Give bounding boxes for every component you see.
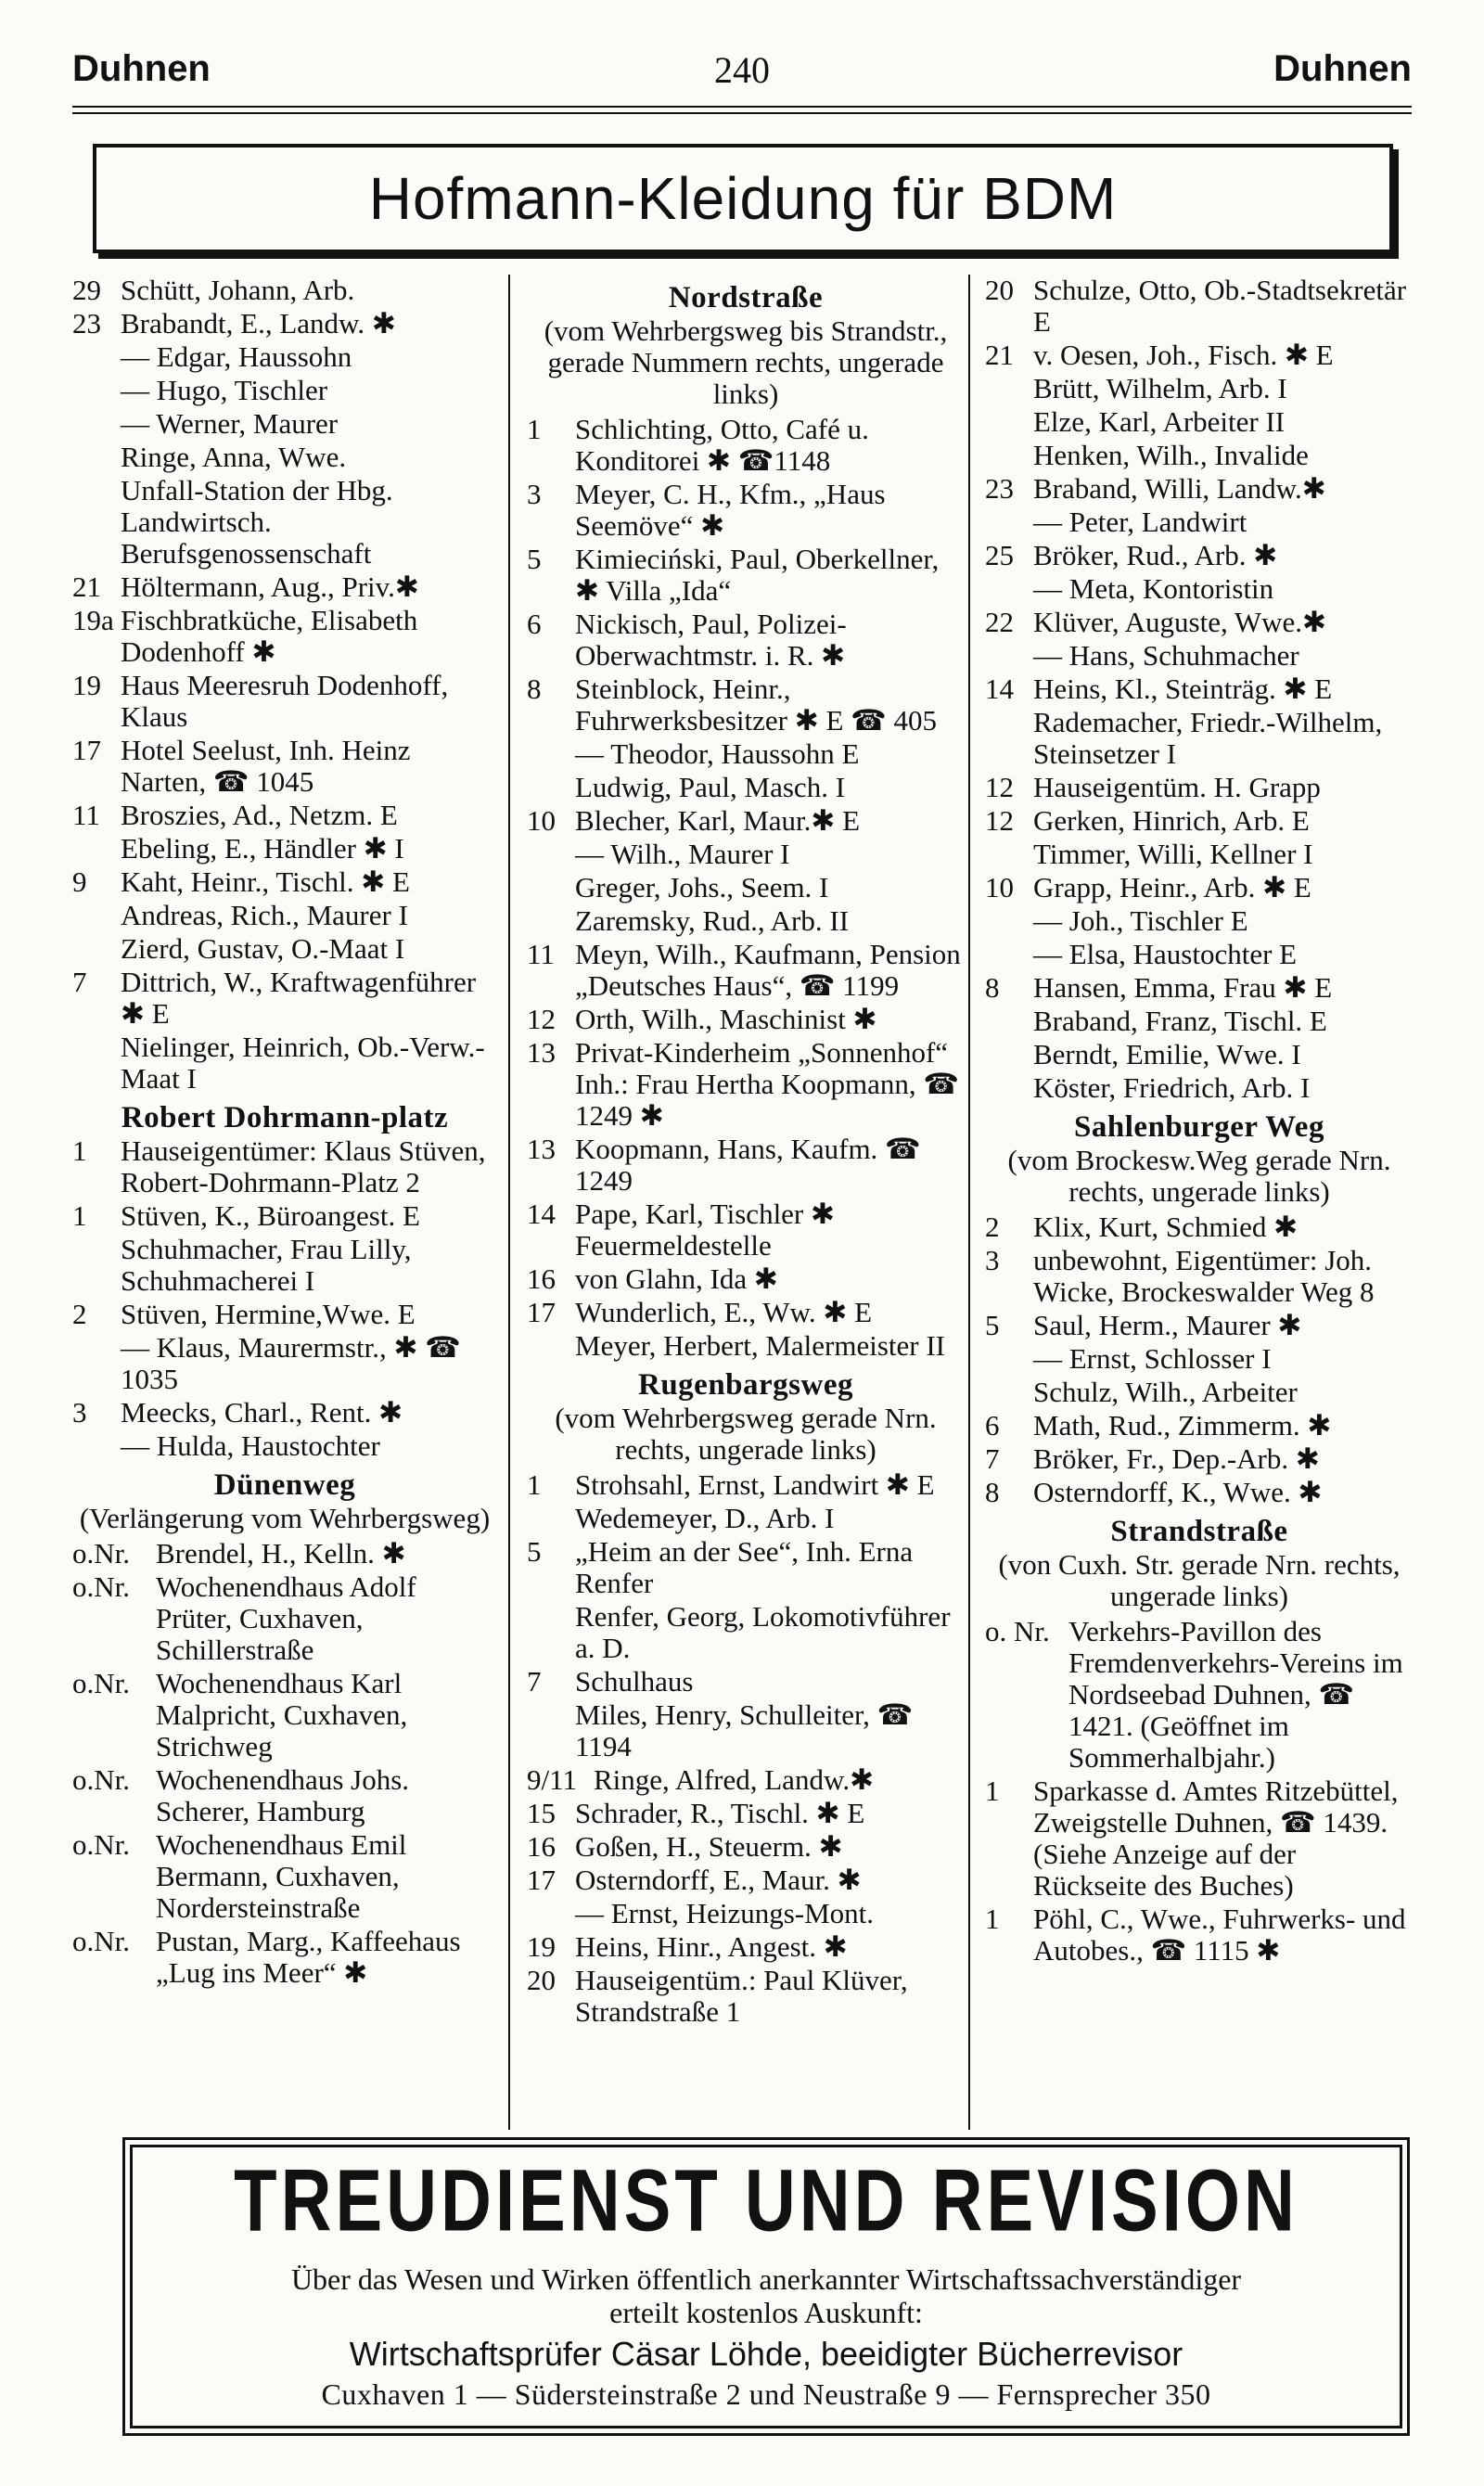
entry-text: Zierd, Gustav, O.-Maat I [121, 932, 405, 965]
directory-entry [527, 479, 965, 542]
directory-entry [527, 1004, 965, 1035]
directory-entry [527, 1831, 965, 1863]
entry-text: von Glahn, Ida ✱ [575, 1262, 778, 1295]
directory-entry [985, 1211, 1414, 1243]
street-heading: Sahlenburger Weg [1074, 1110, 1324, 1144]
entry-text: Köster, Friedrich, Arb. I [1033, 1071, 1311, 1104]
house-number: 12 [985, 804, 1014, 837]
entry-text: Berndt, Emilie, Wwe. I [1033, 1038, 1301, 1070]
directory-entry [527, 1898, 965, 1929]
directory-entry [527, 738, 965, 770]
house-number: o.Nr. [72, 1537, 130, 1570]
house-number: 9 [72, 865, 87, 898]
entry-text: Hauseigentüm. H. Grapp [1033, 771, 1321, 803]
entry-text: Bröker, Rud., Arb. ✱ [1033, 539, 1278, 571]
house-number: 5 [527, 1535, 542, 1568]
directory-entry [72, 275, 497, 306]
directory-entry [527, 1297, 965, 1328]
entry-text: Schuhmacher, Frau Lilly, Schuhmacherei I [121, 1233, 412, 1297]
directory-entry [527, 673, 965, 737]
house-number: 5 [527, 543, 542, 575]
entry-text: — Klaus, Maurermstr., ✱ ☎ 1035 [121, 1331, 461, 1395]
entry-text: Saul, Herm., Maurer ✱ [1033, 1309, 1302, 1341]
entry-text: Hotel Seelust, Inh. Heinz Narten, ☎ 1045 [121, 734, 411, 798]
entry-text: — Ernst, Schlosser I [1033, 1342, 1272, 1375]
directory-entry [527, 1198, 965, 1262]
street-note: (vom Wehrbergsweg gerade Nrn. rechts, ungerade links) [555, 1402, 937, 1466]
directory-entry [985, 1477, 1414, 1508]
house-number: 10 [985, 871, 1014, 903]
street-note: (vom Brockesw.Weg gerade Nrn. rechts, ungerade links) [1007, 1144, 1391, 1208]
directory-entry [72, 308, 497, 340]
entry-text: Kaht, Heinr., Tischl. ✱ E [121, 865, 410, 898]
entry-text: Brendel, H., Kelln. ✱ [156, 1537, 406, 1570]
house-number: 1 [527, 413, 542, 445]
street-heading: Robert Dohrmann-platz [121, 1101, 449, 1134]
directory-entry [985, 1616, 1414, 1774]
header-place-right: Duhnen [1273, 48, 1412, 89]
advert-line: Über das Wesen und Wirken öffentlich anerkannter Wirtschaftssachverständiger [290, 2262, 1242, 2296]
house-number: 3 [985, 1244, 1000, 1276]
entry-text: Schulhaus [575, 1665, 694, 1698]
directory-entry [985, 275, 1414, 338]
directory-entry [985, 1039, 1414, 1070]
house-number: 23 [72, 307, 101, 340]
entry-text: — Hulda, Haustochter [121, 1429, 380, 1462]
directory-entry [72, 1829, 497, 1924]
directory-entry [527, 805, 965, 837]
entry-text: Strohsahl, Ernst, Landwirt ✱ E [575, 1468, 935, 1501]
directory-entry [985, 1245, 1414, 1308]
entry-text: Math, Rud., Zimmerm. ✱ [1033, 1409, 1332, 1442]
entry-text: Hansen, Emma, Frau ✱ E [1033, 971, 1333, 1004]
directory-entry [527, 1965, 965, 2028]
entry-text: Dittrich, W., Kraftwagenführer ✱ E [121, 966, 477, 1030]
directory-entry [72, 1200, 497, 1232]
entry-text: Meyer, Herbert, Malermeister II [575, 1329, 945, 1362]
running-header [72, 48, 1412, 95]
directory-entry [527, 544, 965, 607]
entry-text: Grapp, Heinr., Arb. ✱ E [1033, 871, 1311, 903]
entry-text: Osterndorff, K., Wwe. ✱ [1033, 1476, 1323, 1508]
advert-title: TREUDIENST UND REVISION [234, 2151, 1298, 2250]
entry-text: Orth, Wilh., Maschinist ✱ [575, 1003, 877, 1035]
house-number: 6 [985, 1409, 1000, 1442]
house-number: 15 [527, 1797, 556, 1829]
directory-entry [985, 1072, 1414, 1104]
directory-entry [72, 1135, 497, 1198]
entry-text: Osterndorff, E., Maur. ✱ [575, 1864, 862, 1896]
directory-entry [527, 1864, 965, 1896]
entry-text: Klüver, Auguste, Wwe.✱ [1033, 606, 1327, 638]
house-number: 14 [527, 1198, 556, 1230]
directory-entry [985, 872, 1414, 903]
house-number: 23 [985, 472, 1014, 505]
entry-text: — Theodor, Haussohn E [575, 737, 860, 770]
advert-line: Cuxhaven 1 — Südersteinstraße 2 und Neustraße 9 — Fernsprecher 350 [321, 2377, 1211, 2411]
directory-entry [72, 800, 497, 831]
directory-entry [72, 1926, 497, 1989]
directory-entry [985, 373, 1414, 404]
entry-text: — Hans, Schuhmacher [1033, 639, 1299, 672]
house-number: 11 [72, 799, 100, 831]
entry-text: Brütt, Wilhelm, Arb. I [1033, 372, 1287, 404]
house-number: o.Nr. [72, 1763, 130, 1796]
house-number: 3 [72, 1396, 87, 1429]
directory-entry [527, 1931, 965, 1963]
entry-text: Fischbratküche, Elisabeth Dodenhoff ✱ [121, 604, 418, 668]
entry-text: Andreas, Rich., Maurer I [121, 899, 408, 931]
street-heading: Strandstraße [1110, 1515, 1288, 1548]
entry-text: Wochenendhaus Adolf Prüter, Cuxhaven, Schillerstraße [156, 1570, 416, 1666]
street-note: (Verlängerung vom Wehrbergsweg) [79, 1502, 491, 1534]
directory-entry [527, 1764, 965, 1796]
directory-entry [72, 408, 497, 440]
directory-entry [72, 833, 497, 865]
directory-entry [527, 1134, 965, 1197]
house-number: 16 [527, 1830, 556, 1863]
entry-text: Rademacher, Friedr.-Wilhelm, Steinsetzer I [1033, 706, 1383, 770]
house-number: 2 [985, 1211, 1000, 1243]
house-number: 16 [527, 1262, 556, 1295]
entry-text: Braband, Franz, Tischl. E [1033, 1005, 1327, 1037]
directory-entry [985, 707, 1414, 770]
street-heading: Rugenbargsweg [637, 1368, 853, 1402]
column-divider [968, 275, 970, 2130]
house-number: 11 [527, 938, 555, 970]
advert-top-text: Hofmann-Kleidung für BDM [368, 165, 1118, 232]
house-number: 2 [72, 1298, 87, 1330]
entry-text: Elze, Karl, Arbeiter II [1033, 405, 1286, 438]
directory-entry [985, 805, 1414, 837]
house-number: o.Nr. [72, 1925, 130, 1957]
street-note: (von Cuxh. Str. gerade Nrn. rechts, ungerade links) [998, 1548, 1401, 1612]
house-number: o.Nr. [72, 1667, 130, 1699]
entry-text: Broszies, Ad., Netzm. E [121, 799, 398, 831]
entry-text: Hauseigentüm.: Paul Klüver, Strandstraße 1 [575, 1964, 908, 2028]
entry-text: Miles, Henry, Schulleiter, ☎ 1194 [575, 1698, 914, 1762]
house-number: 22 [985, 606, 1014, 638]
directory-entry [72, 735, 497, 798]
directory-entry [72, 1332, 497, 1395]
directory-entry [985, 1775, 1414, 1902]
entry-text: Kimieciński, Paul, Oberkellner, ✱ Villa „Ida“ [575, 543, 940, 607]
house-number: 9/11 [527, 1763, 577, 1796]
house-number: 8 [527, 673, 542, 705]
entry-text: Schütt, Johann, Arb. [121, 274, 355, 306]
house-number: 19 [527, 1930, 556, 1963]
directory-entry [527, 1798, 965, 1829]
street-note: (vom Wehrbergsweg bis Strandstr., gerade Nummern rechts, ungerade links) [544, 314, 948, 410]
entry-text: Wochenendhaus Johs. Scherer, Hamburg [156, 1763, 410, 1827]
entry-text: Schrader, R., Tischl. ✱ E [575, 1797, 865, 1829]
entry-text: Blecher, Karl, Maur.✱ E [575, 804, 861, 837]
directory-entry [985, 340, 1414, 371]
house-number: 5 [985, 1309, 1000, 1341]
entry-text: Privat-Kinderheim „Sonnenhof“ Inh.: Frau Hertha Koopmann, ☎ 1249 ✱ [575, 1036, 959, 1132]
house-number: 19a [72, 604, 114, 636]
entry-text: v. Oesen, Joh., Fisch. ✱ E [1033, 339, 1334, 371]
house-number: 7 [72, 966, 87, 998]
directory-entry [72, 1668, 497, 1762]
house-number: 1 [527, 1468, 542, 1501]
directory-entry [527, 609, 965, 672]
entry-text: — Hugo, Tischler [121, 374, 328, 406]
directory-entry [985, 1343, 1414, 1375]
entry-text: — Edgar, Haussohn [121, 340, 352, 373]
entry-text: Henken, Wilh., Invalide [1033, 439, 1309, 471]
entry-text: Schulz, Wilh., Arbeiter [1033, 1376, 1298, 1408]
directory-entry [527, 1666, 965, 1698]
entry-text: — Ernst, Heizungs-Mont. [575, 1897, 875, 1929]
entry-text: Wunderlich, E., Ww. ✱ E [575, 1296, 873, 1328]
entry-text: „Heim an der See“, Inh. Erna Renfer [575, 1535, 914, 1599]
entry-text: Klix, Kurt, Schmied ✱ [1033, 1211, 1298, 1243]
entry-text: Pöhl, C., Wwe., Fuhrwerks- und Autobes., ☎ 1115 ✱ [1033, 1903, 1406, 1967]
house-number: 21 [72, 570, 101, 603]
entry-text: Koopmann, Hans, Kaufm. ☎ 1249 [575, 1133, 921, 1197]
directory-entry [72, 1234, 497, 1297]
entry-text: Renfer, Georg, Lokomotivführer a. D. [575, 1600, 951, 1664]
advert-line: Wirtschaftsprüfer Cäsar Löhde, beeidigter Bücherrevisor [349, 2335, 1183, 2373]
directory-entry [985, 640, 1414, 672]
entry-text: Heins, Kl., Steinträg. ✱ E [1033, 673, 1333, 705]
entry-text: Meyer, C. H., Kfm., „Haus Seemöve“ ✱ [575, 478, 886, 542]
directory-entry [72, 670, 497, 733]
house-number: 1 [985, 1903, 1000, 1935]
house-number: 7 [985, 1442, 1000, 1475]
directory-entry [527, 1536, 965, 1599]
entry-text: Bröker, Fr., Dep.-Arb. ✱ [1033, 1442, 1320, 1475]
directory-entry [985, 573, 1414, 605]
house-number: o. Nr. [985, 1615, 1050, 1647]
directory-entry [72, 605, 497, 668]
entry-text: Gerken, Hinrich, Arb. E [1033, 804, 1310, 837]
entry-text: unbewohnt, Eigentümer: Joh. Wicke, Brockeswalder Weg 8 [1033, 1244, 1375, 1308]
house-number: o.Nr. [72, 1570, 130, 1603]
directory-entry [985, 473, 1414, 505]
entry-text: Brabandt, E., Landw. ✱ [121, 307, 396, 340]
entry-text: Höltermann, Aug., Priv.✱ [121, 570, 419, 603]
directory-entry [985, 1903, 1414, 1967]
directory-entry [527, 839, 965, 870]
directory-entry [72, 442, 497, 473]
advert-top [93, 144, 1393, 253]
header-place-left: Duhnen [72, 48, 211, 89]
directory-entry [72, 475, 497, 570]
directory-entry [527, 1469, 965, 1501]
house-number: 10 [527, 804, 556, 837]
house-number: 8 [985, 1476, 1000, 1508]
entry-text: Greger, Johs., Seem. I [575, 871, 829, 903]
entry-text: Nielinger, Heinrich, Ob.-Verw.-Maat I [121, 1031, 485, 1095]
entry-text: Stüven, Hermine,Wwe. E [121, 1298, 416, 1330]
column-divider [508, 275, 510, 2130]
entry-text: Ringe, Alfred, Landw.✱ [594, 1763, 875, 1796]
house-number: 7 [527, 1665, 542, 1698]
header-rule [72, 112, 1412, 114]
house-number: 6 [527, 608, 542, 640]
house-number: 13 [527, 1133, 556, 1165]
directory-entry [985, 905, 1414, 937]
entry-text: Meyn, Wilh., Kaufmann, Pension „Deutsches Haus“, ☎ 1199 [575, 938, 961, 1002]
directory-entry [985, 972, 1414, 1004]
house-number: 12 [527, 1003, 556, 1035]
entry-text: Ebeling, E., Händler ✱ I [121, 832, 404, 865]
directory-entry [527, 1503, 965, 1534]
directory-entry [985, 839, 1414, 870]
house-number: 12 [985, 771, 1014, 803]
house-number: 25 [985, 539, 1014, 571]
directory-entry [72, 933, 497, 965]
column-right [985, 275, 1414, 1968]
directory-entry [985, 772, 1414, 803]
entry-text: Ringe, Anna, Wwe. [121, 441, 347, 473]
directory-entry [985, 1410, 1414, 1442]
directory-entry [72, 1764, 497, 1827]
directory-entry [72, 866, 497, 898]
entry-text: Zaremsky, Rud., Arb. II [575, 904, 850, 937]
header-rule [72, 106, 1412, 108]
directory-entry [72, 571, 497, 603]
advert-line: erteilt kostenlos Auskunft: [609, 2296, 923, 2329]
house-number: 3 [527, 478, 542, 510]
entry-text: Hauseigentümer: Klaus Stüven, Robert-Dohrmann-Platz 2 [121, 1134, 486, 1198]
house-number: 19 [72, 669, 101, 701]
house-number: 17 [527, 1864, 556, 1896]
directory-entry [527, 939, 965, 1002]
directory-entry [985, 1377, 1414, 1408]
directory-entry [985, 540, 1414, 571]
entry-text: Steinblock, Heinr., Fuhrwerksbesitzer ✱ E ☎ 405 [575, 673, 938, 737]
entry-text: — Werner, Maurer [121, 407, 339, 440]
house-number: 1 [72, 1134, 87, 1167]
entry-text: Wochenendhaus Emil Bermann, Cuxhaven, Nordersteinstraße [156, 1828, 407, 1924]
entry-text: Nickisch, Paul, Polizei-Oberwachtmstr. i. R. ✱ [575, 608, 847, 672]
entry-text: Unfall-Station der Hbg. Landwirtsch. Berufsgenossenschaft [121, 474, 393, 570]
entry-text: — Joh., Tischler E [1033, 904, 1248, 937]
directory-entry [72, 1430, 497, 1462]
entry-text: — Elsa, Haustochter E [1033, 938, 1298, 970]
house-number: 1 [985, 1775, 1000, 1807]
column-middle [527, 275, 965, 2030]
directory-entry [527, 905, 965, 937]
house-number: 20 [527, 1964, 556, 1996]
directory-entry [527, 1699, 965, 1762]
directory-entry [985, 506, 1414, 538]
house-number: 13 [527, 1036, 556, 1069]
column-left [72, 275, 497, 1991]
entry-text: Meecks, Charl., Rent. ✱ [121, 1396, 403, 1429]
directory-entry [527, 1601, 965, 1664]
advert-bottom [130, 2145, 1402, 2428]
directory-entry [985, 1006, 1414, 1037]
house-number: 17 [72, 734, 101, 766]
entry-text: — Meta, Kontoristin [1033, 572, 1274, 605]
directory-entry [527, 772, 965, 803]
directory-entry [985, 607, 1414, 638]
house-number: 29 [72, 274, 101, 306]
directory-entry [985, 1310, 1414, 1341]
directory-entry [72, 900, 497, 931]
directory-entry [72, 1571, 497, 1666]
directory-entry [527, 1330, 965, 1362]
entry-text: Schlichting, Otto, Café u. Konditorei ✱ ☎1148 [575, 413, 869, 477]
entry-text: Pustan, Marg., Kaffeehaus „Lug ins Meer“ ✱ [156, 1925, 461, 1989]
entry-text: — Wilh., Maurer I [575, 838, 790, 870]
directory-entry [527, 1037, 965, 1132]
entry-text: Schulze, Otto, Ob.-Stadtsekretär E [1033, 274, 1407, 338]
entry-text: Verkehrs-Pavillon des Fremdenverkehrs-Vereins im Nordseebad Duhnen, ☎ 1421. (Geöffnet im Sommerhalbjahr.) [1068, 1615, 1403, 1774]
entry-text: Heins, Hinr., Angest. ✱ [575, 1930, 848, 1963]
directory-entry [72, 341, 497, 373]
house-number: 1 [72, 1199, 87, 1232]
directory-entry [985, 1443, 1414, 1475]
directory-entry [985, 406, 1414, 438]
house-number: 14 [985, 673, 1014, 705]
directory-entry [72, 1397, 497, 1429]
entry-text: Haus Meeresruh Dodenhoff, Klaus [121, 669, 449, 733]
entry-text: Sparkasse d. Amtes Ritzebüttel, Zweigstelle Duhnen, ☎ 1439. (Siehe Anzeige auf der Rückseite des Buches) [1033, 1775, 1399, 1902]
house-number: 21 [985, 339, 1014, 371]
street-heading: Dünenweg [213, 1468, 356, 1502]
directory-entry [72, 1299, 497, 1330]
house-number: 8 [985, 971, 1000, 1004]
entry-text: Wochenendhaus Karl Malpricht, Cuxhaven, Strichweg [156, 1667, 408, 1762]
directory-entry [985, 939, 1414, 970]
entry-text: Ludwig, Paul, Masch. I [575, 771, 846, 803]
street-heading: Nordstraße [668, 281, 824, 314]
house-number: o.Nr. [72, 1828, 130, 1861]
page-number: 240 [714, 49, 770, 91]
entry-text: Timmer, Willi, Kellner I [1033, 838, 1313, 870]
entry-text: Goßen, H., Steuerm. ✱ [575, 1830, 843, 1863]
directory-entry [72, 1538, 497, 1570]
directory-entry [527, 414, 965, 477]
house-number: 20 [985, 274, 1014, 306]
entry-text: Wedemeyer, D., Arb. I [575, 1502, 835, 1534]
entry-text: — Peter, Landwirt [1033, 506, 1247, 538]
entry-text: Stüven, K., Büroangest. E [121, 1199, 420, 1232]
entry-text: Pape, Karl, Tischler ✱ Feuermeldestelle [575, 1198, 835, 1262]
directory-entry [527, 1263, 965, 1295]
house-number: 17 [527, 1296, 556, 1328]
directory-entry [72, 1032, 497, 1095]
directory-entry [72, 375, 497, 406]
directory-entry [527, 872, 965, 903]
directory-entry [72, 967, 497, 1030]
directory-entry [985, 673, 1414, 705]
directory-entry [985, 440, 1414, 471]
entry-text: Braband, Willi, Landw.✱ [1033, 472, 1326, 505]
